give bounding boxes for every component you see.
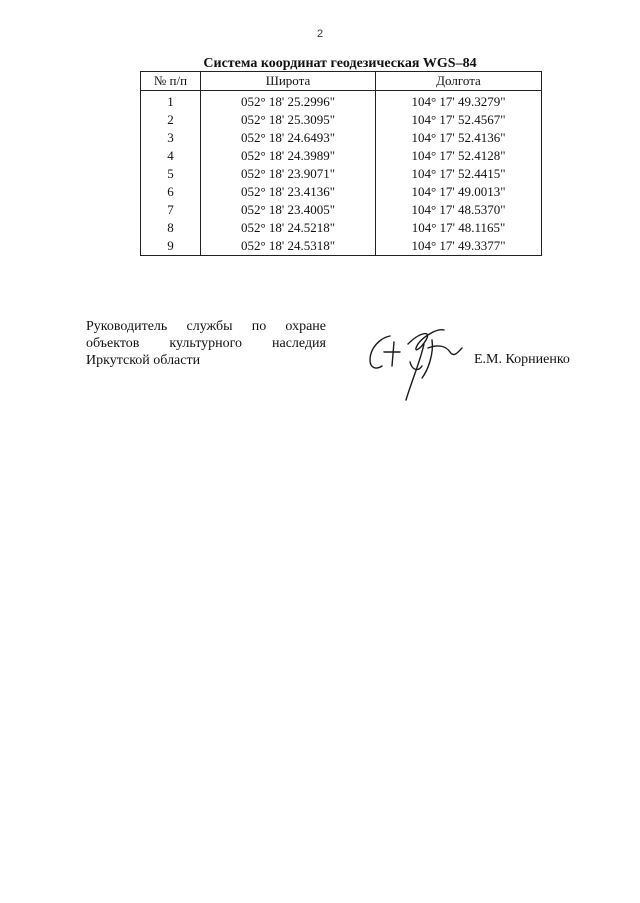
- cell-longitude: 104° 17' 49.0013": [376, 183, 542, 201]
- cell-latitude: 052° 18' 24.5318": [201, 237, 376, 256]
- table-row: [141, 129, 542, 147]
- signer-name: Е.М. Корниенко: [474, 352, 570, 367]
- cell-number: 8: [141, 219, 201, 237]
- cell-number: 3: [141, 129, 201, 147]
- cell-latitude: 052° 18' 24.3989": [201, 147, 376, 165]
- cell-longitude: 104° 17' 52.4415": [376, 165, 542, 183]
- table-header-row: [141, 72, 542, 91]
- cell-latitude: 052° 18' 25.3095": [201, 111, 376, 129]
- cell-longitude: 104° 17' 49.3279": [376, 91, 542, 112]
- table-row: [141, 201, 542, 219]
- table-row: [141, 183, 542, 201]
- table-row: [141, 237, 542, 256]
- cell-latitude: 052° 18' 24.6493": [201, 129, 376, 147]
- cell-number: 1: [141, 91, 201, 112]
- cell-number: 9: [141, 237, 201, 256]
- signer-position-line: Руководитель службы по охране: [86, 319, 326, 334]
- cell-longitude: 104° 17' 52.4128": [376, 147, 542, 165]
- table-row: [141, 91, 542, 112]
- table-row: [141, 111, 542, 129]
- cell-latitude: 052° 18' 23.9071": [201, 165, 376, 183]
- header-number: № п/п: [141, 72, 201, 91]
- coordinates-table: [140, 71, 542, 256]
- cell-latitude: 052° 18' 24.5218": [201, 219, 376, 237]
- cell-number: 2: [141, 111, 201, 129]
- table-row: [141, 147, 542, 165]
- cell-longitude: 104° 17' 49.3377": [376, 237, 542, 256]
- cell-number: 7: [141, 201, 201, 219]
- cell-longitude: 104° 17' 48.5370": [376, 201, 542, 219]
- cell-number: 5: [141, 165, 201, 183]
- header-latitude: Широта: [201, 72, 376, 91]
- cell-latitude: 052° 18' 23.4136": [201, 183, 376, 201]
- signer-position-line: Иркутской области: [86, 353, 201, 368]
- cell-longitude: 104° 17' 48.1165": [376, 219, 542, 237]
- table-row: [141, 165, 542, 183]
- cell-latitude: 052° 18' 23.4005": [201, 201, 376, 219]
- table-title: Система координат геодезическая WGS–84: [203, 56, 477, 71]
- cell-latitude: 052° 18' 25.2996": [201, 91, 376, 112]
- signer-position: [86, 318, 326, 369]
- header-longitude: Долгота: [376, 72, 542, 91]
- cell-longitude: 104° 17' 52.4567": [376, 111, 542, 129]
- page-number: 2: [316, 28, 324, 40]
- handwritten-signature-icon: [362, 322, 472, 404]
- cell-number: 6: [141, 183, 201, 201]
- cell-number: 4: [141, 147, 201, 165]
- signer-position-line: объектов культурного наследия: [86, 336, 326, 351]
- cell-longitude: 104° 17' 52.4136": [376, 129, 542, 147]
- table-row: [141, 219, 542, 237]
